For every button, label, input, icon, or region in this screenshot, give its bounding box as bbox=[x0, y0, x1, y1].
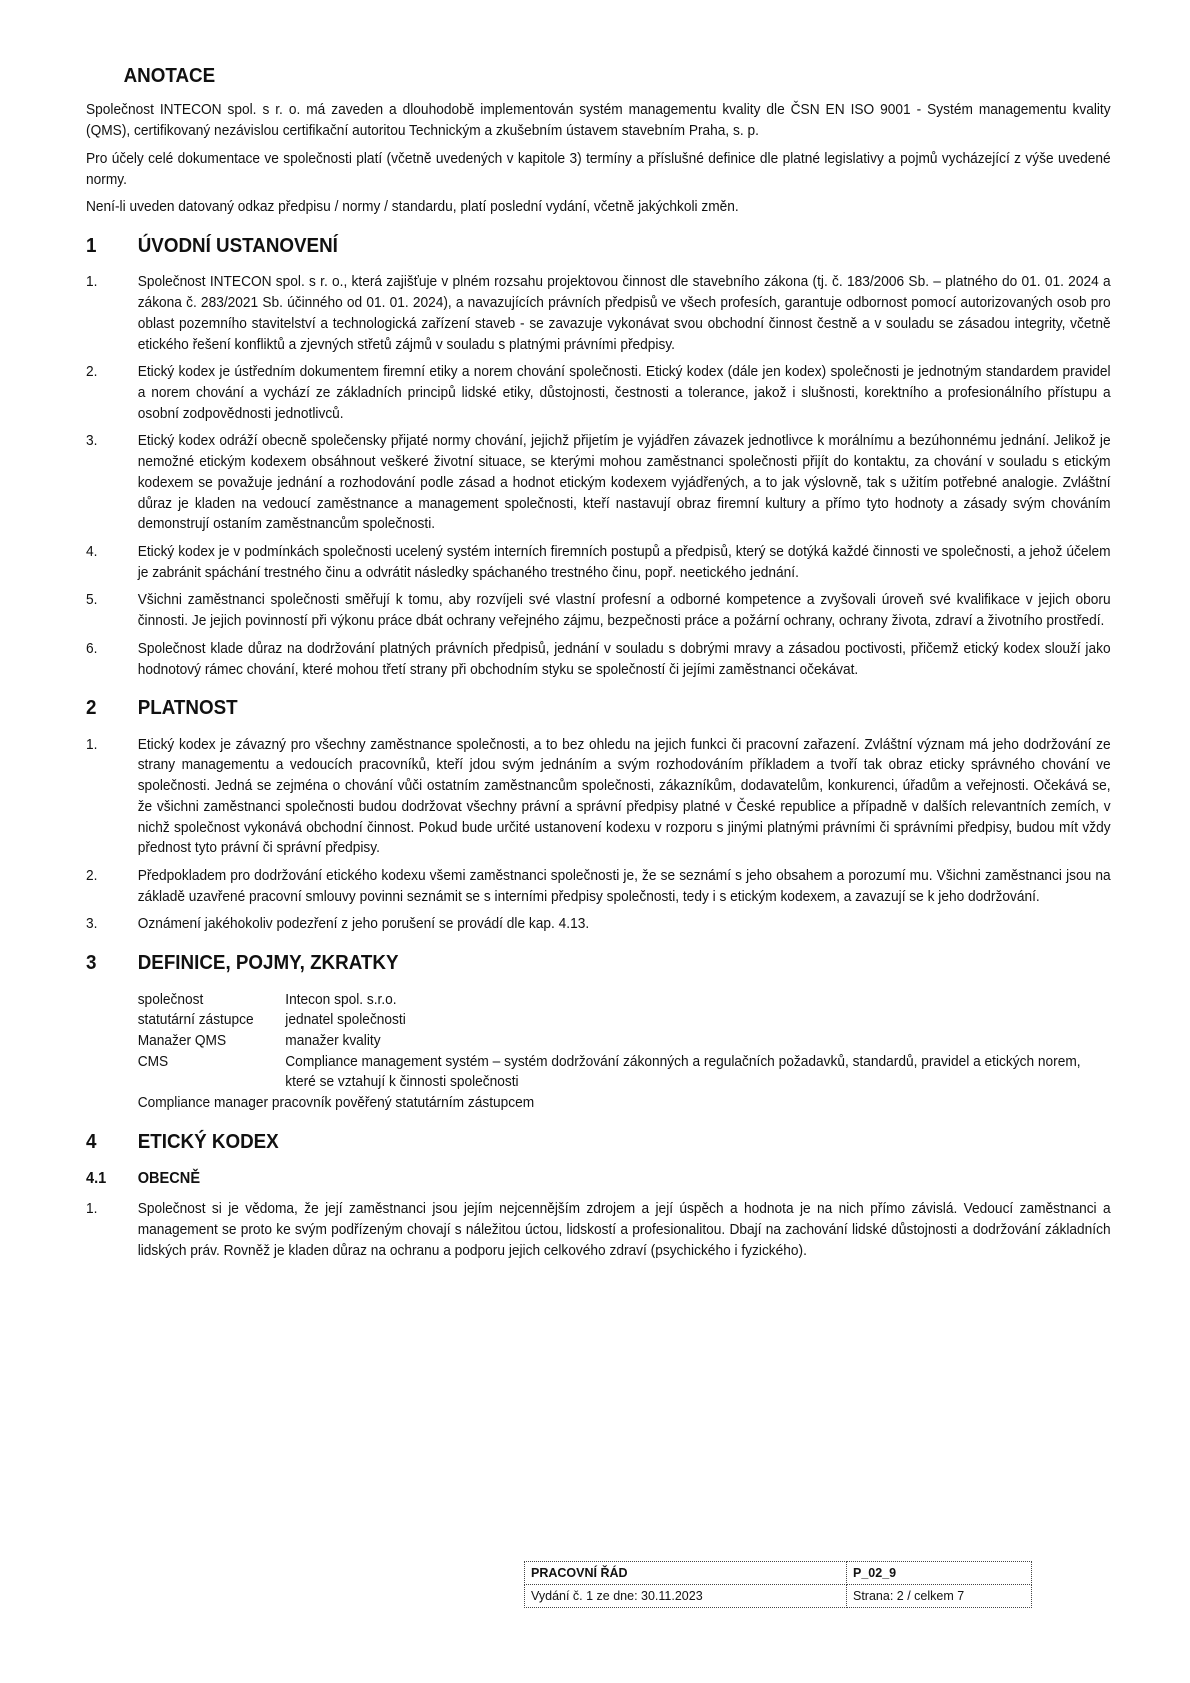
definition-row bbox=[138, 990, 1111, 1011]
section-title: ETICKÝ KODEX bbox=[137, 1130, 279, 1153]
list-item bbox=[86, 735, 1111, 859]
section-number: 4 bbox=[86, 1130, 97, 1153]
document-body bbox=[86, 62, 1111, 1268]
definition-term: společnost bbox=[137, 991, 204, 1008]
item-number: 1. bbox=[86, 736, 98, 753]
section-heading bbox=[86, 1128, 1111, 1156]
item-number: 1. bbox=[86, 274, 98, 291]
list-item bbox=[86, 866, 1111, 907]
definitions-list bbox=[138, 990, 1111, 1114]
item-number: 5. bbox=[86, 592, 98, 609]
item-number: 6. bbox=[86, 640, 98, 657]
definition-row: Compliance manager pracovník pověřený statutárním zástupcem bbox=[137, 1095, 535, 1112]
item-text: Etický kodex je ústředním dokumentem firemní etiky a norem chování společnosti. Etický kodex (dále jen kodex) společnosti je jednotným standardem pravidel a norem chování a vychází ze základních principů lidské etiky, důstojnosti, čestnosti a tolerance, jakož i slušnosti, korektního a profesionálního přístupu a osobní zodpovědnosti jednotlivců. bbox=[137, 364, 1111, 422]
footer-issue: Vydání č. 1 ze dne: 30.11.2023 bbox=[525, 1585, 847, 1608]
item-number: 3. bbox=[86, 433, 98, 450]
document-footer-table bbox=[524, 1561, 1032, 1608]
list-item bbox=[86, 272, 1111, 355]
item-text: Předpokladem pro dodržování etického kodexu všemi zaměstnanci společnosti je, že se seznámí s jeho obsahem a porozumí mu. Všichni zaměstnanci jsou na základě uzavřené pracovní smlouvy povinni seznámit se s interními předpisy společnosti, tedy i s etickým kodexem, a zavazují se k jeho dodržování. bbox=[137, 868, 1111, 905]
item-text: Etický kodex je v podmínkách společnosti ucelený systém interních firemních postupů a předpisů, který se dotýká každé činnosti ve společnosti, a jehož účelem je zabránit spáchání trestného činu a odvrátit následky spáchaného trestného činu, popř. neetického jednání. bbox=[137, 544, 1111, 581]
definition-row bbox=[138, 1031, 1111, 1052]
definition-desc: jednatel společnosti bbox=[285, 1012, 406, 1029]
list-item bbox=[86, 431, 1111, 535]
definition-row bbox=[138, 1052, 1111, 1093]
footer-page: Strana: 2 / celkem 7 bbox=[847, 1585, 1032, 1608]
list-item bbox=[86, 542, 1111, 583]
definition-term: CMS bbox=[137, 1053, 169, 1070]
annotation-paragraph: Pro účely celé dokumentace ve společnosti platí (včetně uvedených v kapitole 3) termíny a příslušné definice dle platné legislativy a pojmů vycházející z výše uvedené normy. bbox=[86, 150, 1111, 188]
annotation-title: ANOTACE bbox=[123, 65, 216, 87]
item-text: Etický kodex je závazný pro všechny zaměstnance společnosti, a to bez ohledu na jejich funkci či pracovní zařazení. Zvláštní význam má jeho dodržování ze strany managementu a vedoucích pracovníků, kteří jdou svým jednáním a svým rozhodováním příkladem a tvoří tak obraz eticky správného chování ve společnosti. Jedná se zejména o chování vůči ostatním zaměstnancům společnosti, zákazníkům, dodavatelům, konkurenci, úřadům a veřejnosti. Očekává se, že všichni zaměstnanci společnosti budou dodržovat všechny právní a správní předpisy platné v České republice a případně v dalších relevantních zemích, v nichž společnost vykonává obchodní činnost. Pokud bude určité ustanovení kodexu v rozporu s jinými platnými právními či správními předpisy, budou mít vždy přednost tyto právní či správní předpisy. bbox=[137, 736, 1111, 857]
definition-term: Manažer QMS bbox=[137, 1033, 227, 1049]
definition-term: statutární zástupce bbox=[137, 1012, 254, 1029]
list-item bbox=[86, 590, 1111, 631]
annotation-paragraph: Společnost INTECON spol. s r. o. má zaveden a dlouhodobě implementován systém managementu kvality dle ČSN EN ISO 9001 - Systém managementu kvality (QMS), certifikovaný nezávislou certifikační autoritou Technickým a zkušebním ústavem stavebním Praha, s. p. bbox=[86, 102, 1111, 140]
list-item bbox=[86, 639, 1111, 680]
section-number: 1 bbox=[86, 234, 97, 257]
subsection-heading bbox=[86, 1168, 1111, 1190]
list-item bbox=[86, 362, 1111, 424]
section-heading bbox=[86, 232, 1111, 260]
item-number: 1. bbox=[86, 1201, 98, 1218]
section-title: ÚVODNÍ USTANOVENÍ bbox=[137, 234, 338, 257]
list-item bbox=[86, 914, 1111, 935]
definition-desc: Intecon spol. s.r.o. bbox=[285, 991, 397, 1008]
item-number: 3. bbox=[86, 916, 98, 933]
item-number: 2. bbox=[86, 868, 98, 885]
item-number: 4. bbox=[86, 544, 98, 560]
item-text: Společnost INTECON spol. s r. o., která zajišťuje v plném rozsahu projektovou činnost dle stavebního zákona (tj. č. 183/2006 Sb. – platného do 01. 01. 2024 a zákona č. 283/2021 Sb. účinného od 01. 01. 2024), a navazujících právních předpisů ve všech profesích, garantuje odbornost pomocí autorizovaných osob pro oblast pozemního stavitelství a technologická zařízení staveb - se zavazuje vykonávat svou obchodní činnost čestně a v souladu se zásadou integrity, včetně etického řešení konfliktů a zjevných střetů zájmů v souladu s platnými právními předpisy. bbox=[137, 274, 1111, 353]
footer-doc-name: PRACOVNÍ ŘÁD bbox=[525, 1562, 847, 1585]
footer-doc-code: P_02_9 bbox=[847, 1562, 1032, 1585]
item-number: 2. bbox=[86, 364, 98, 381]
section-title: DEFINICE, POJMY, ZKRATKY bbox=[137, 952, 399, 975]
section-heading bbox=[86, 694, 1111, 722]
section-heading bbox=[86, 949, 1111, 977]
subsection-title: OBECNĚ bbox=[137, 1170, 201, 1188]
item-text: Oznámení jakéhokoliv podezření z jeho porušení se provádí dle kap. 4.13. bbox=[137, 916, 590, 933]
section-title: PLATNOST bbox=[137, 697, 238, 720]
list-item bbox=[86, 1199, 1111, 1261]
definition-desc: Compliance management systém – systém dodržování zákonných a regulačních požadavků, standardů, pravidel a etických norem, které se vztahují k činnosti společnosti bbox=[285, 1053, 1081, 1091]
definition-row bbox=[138, 1010, 1111, 1031]
item-text: Společnost klade důraz na dodržování platných právních předpisů, jednání v souladu s dobrými mravy a zásadou poctivosti, přičemž etický kodex slouží jako hodnotový rámec chování, které mohou třetí strany při obchodním styku se společností či jejími zaměstnanci očekávat. bbox=[137, 640, 1111, 678]
annotation-paragraph: Není-li uveden datovaný odkaz předpisu / normy / standardu, platí poslední vydání, včetně jakýchkoli změn. bbox=[86, 199, 739, 216]
subsection-number: 4.1 bbox=[86, 1170, 107, 1188]
section-number: 3 bbox=[86, 952, 97, 975]
item-text: Všichni zaměstnanci společnosti směřují k tomu, aby rozvíjeli své vlastní profesní a odborné kompetence a zvyšovali úroveň své kvalifikace v jejich oboru činnosti. Je jejich povinností při výkonu práce dbát ochrany veřejného zájmu, bezpečnosti práce a požární ochrany, ochrany života, zdraví a životního prostředí. bbox=[137, 592, 1111, 630]
definition-desc: manažer kvality bbox=[285, 1033, 381, 1049]
item-text: Etický kodex odráží obecně společensky přijaté normy chování, jejichž přijetím je vyjádřen závazek jednotlivce k morálnímu a bezúhonnému jednání. Jelikož je nemožné etickým kodexem obsáhnout veškeré životní situace, se kterými mohou zaměstnanci společnosti přijít do kontaktu, za chování v souladu s etickým kodexem se považuje jednání a rozhodování podle zásad a hodnot etickým kodexem vyjádřených, a to jak výslovně, tak s užitím potřebné analogie. Zvláštní důraz je kladen na vedoucí zaměstnance a management společnosti, kteří nastavují obraz firemní kultury a přímo tyto hodnoty a zásady svým chováním demonstrují ostaním zaměstnancům společnosti. bbox=[137, 433, 1111, 533]
section-number: 2 bbox=[86, 697, 97, 720]
item-text: Společnost si je vědoma, že její zaměstnanci jsou jejím nejcennějším zdrojem a její úspěch a hodnota je na nich přímo závislá. Vedoucí zaměstnanci a management se proto ke svým podřízeným chovají s náležitou úctou, lidskostí a profesionalitou. Dbají na zachování lidské důstojnosti a dodržování základních lidských práv. Rovněž je kladen důraz na ochranu a podporu jejich celkového zdraví (psychického i fyzického). bbox=[137, 1201, 1111, 1259]
